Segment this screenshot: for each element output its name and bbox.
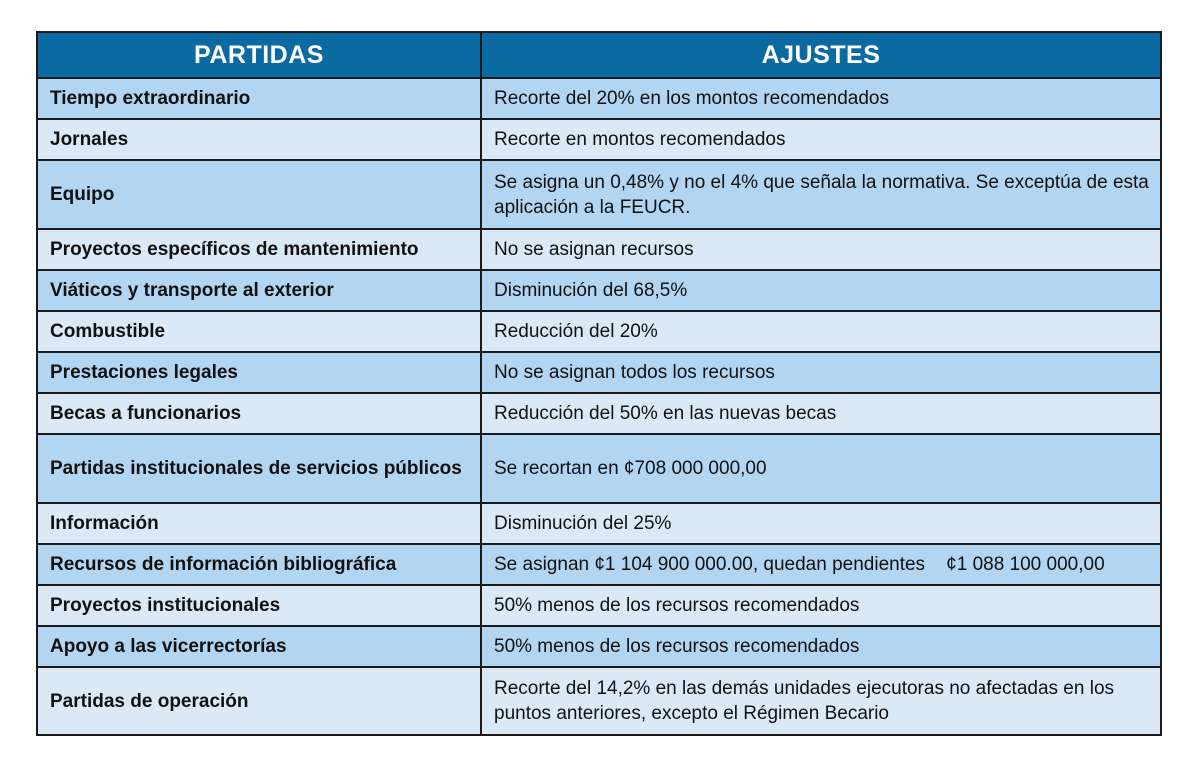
table-row [37, 78, 1161, 119]
ajuste-cell: Recorte en montos recomendados [481, 119, 1161, 160]
partida-cell: Equipo [37, 160, 481, 229]
partida-cell: Jornales [37, 119, 481, 160]
partida-cell: Tiempo extraordinario [37, 78, 481, 119]
partida-cell: Proyectos institucionales [37, 585, 481, 626]
partida-cell: Prestaciones legales [37, 352, 481, 393]
table-row [37, 544, 1161, 585]
partida-cell: Información [37, 503, 481, 544]
ajuste-cell: 50% menos de los recursos recomendados [481, 626, 1161, 667]
ajuste-cell: 50% menos de los recursos recomendados [481, 585, 1161, 626]
table-row [37, 434, 1161, 503]
table-row [37, 667, 1161, 735]
ajuste-cell: No se asignan recursos [481, 229, 1161, 270]
table-row [37, 311, 1161, 352]
partida-cell: Combustible [37, 311, 481, 352]
partida-cell: Apoyo a las vicerrectorías [37, 626, 481, 667]
partida-cell: Becas a funcionarios [37, 393, 481, 434]
table-row [37, 503, 1161, 544]
header-partidas: PARTIDAS [37, 32, 481, 78]
table-row [37, 229, 1161, 270]
budget-adjustments-table [36, 31, 1162, 736]
table-row [37, 119, 1161, 160]
table-header-row [37, 32, 1161, 78]
table-row [37, 626, 1161, 667]
partida-cell: Partidas de operación [37, 667, 481, 735]
partida-cell: Proyectos específicos de mantenimiento [37, 229, 481, 270]
partida-cell: Viáticos y transporte al exterior [37, 270, 481, 311]
partida-cell: Partidas institucionales de servicios públicos [37, 434, 481, 503]
table-row [37, 393, 1161, 434]
table-row [37, 270, 1161, 311]
table-row [37, 160, 1161, 229]
partida-cell: Recursos de información bibliográfica [37, 544, 481, 585]
ajuste-cell: Reducción del 20% [481, 311, 1161, 352]
ajuste-cell: Se recortan en ¢708 000 000,00 [481, 434, 1161, 503]
table-row [37, 352, 1161, 393]
ajuste-cell: Reducción del 50% en las nuevas becas [481, 393, 1161, 434]
ajuste-cell: Recorte del 14,2% en las demás unidades ejecutoras no afectadas en los puntos anteriores, excepto el Régimen Becario [481, 667, 1161, 735]
ajuste-cell: Disminución del 25% [481, 503, 1161, 544]
ajuste-cell: Se asigna un 0,48% y no el 4% que señala la normativa. Se exceptúa de esta aplicación a la FEUCR. [481, 160, 1161, 229]
budget-adjustments-table-container [36, 31, 1160, 736]
table-row [37, 585, 1161, 626]
ajuste-cell: Se asignan ¢1 104 900 000.00, quedan pendientes ¢1 088 100 000,00 [481, 544, 1161, 585]
ajuste-cell: Recorte del 20% en los montos recomendados [481, 78, 1161, 119]
header-ajustes: AJUSTES [481, 32, 1161, 78]
ajuste-cell: No se asignan todos los recursos [481, 352, 1161, 393]
ajuste-cell: Disminución del 68,5% [481, 270, 1161, 311]
